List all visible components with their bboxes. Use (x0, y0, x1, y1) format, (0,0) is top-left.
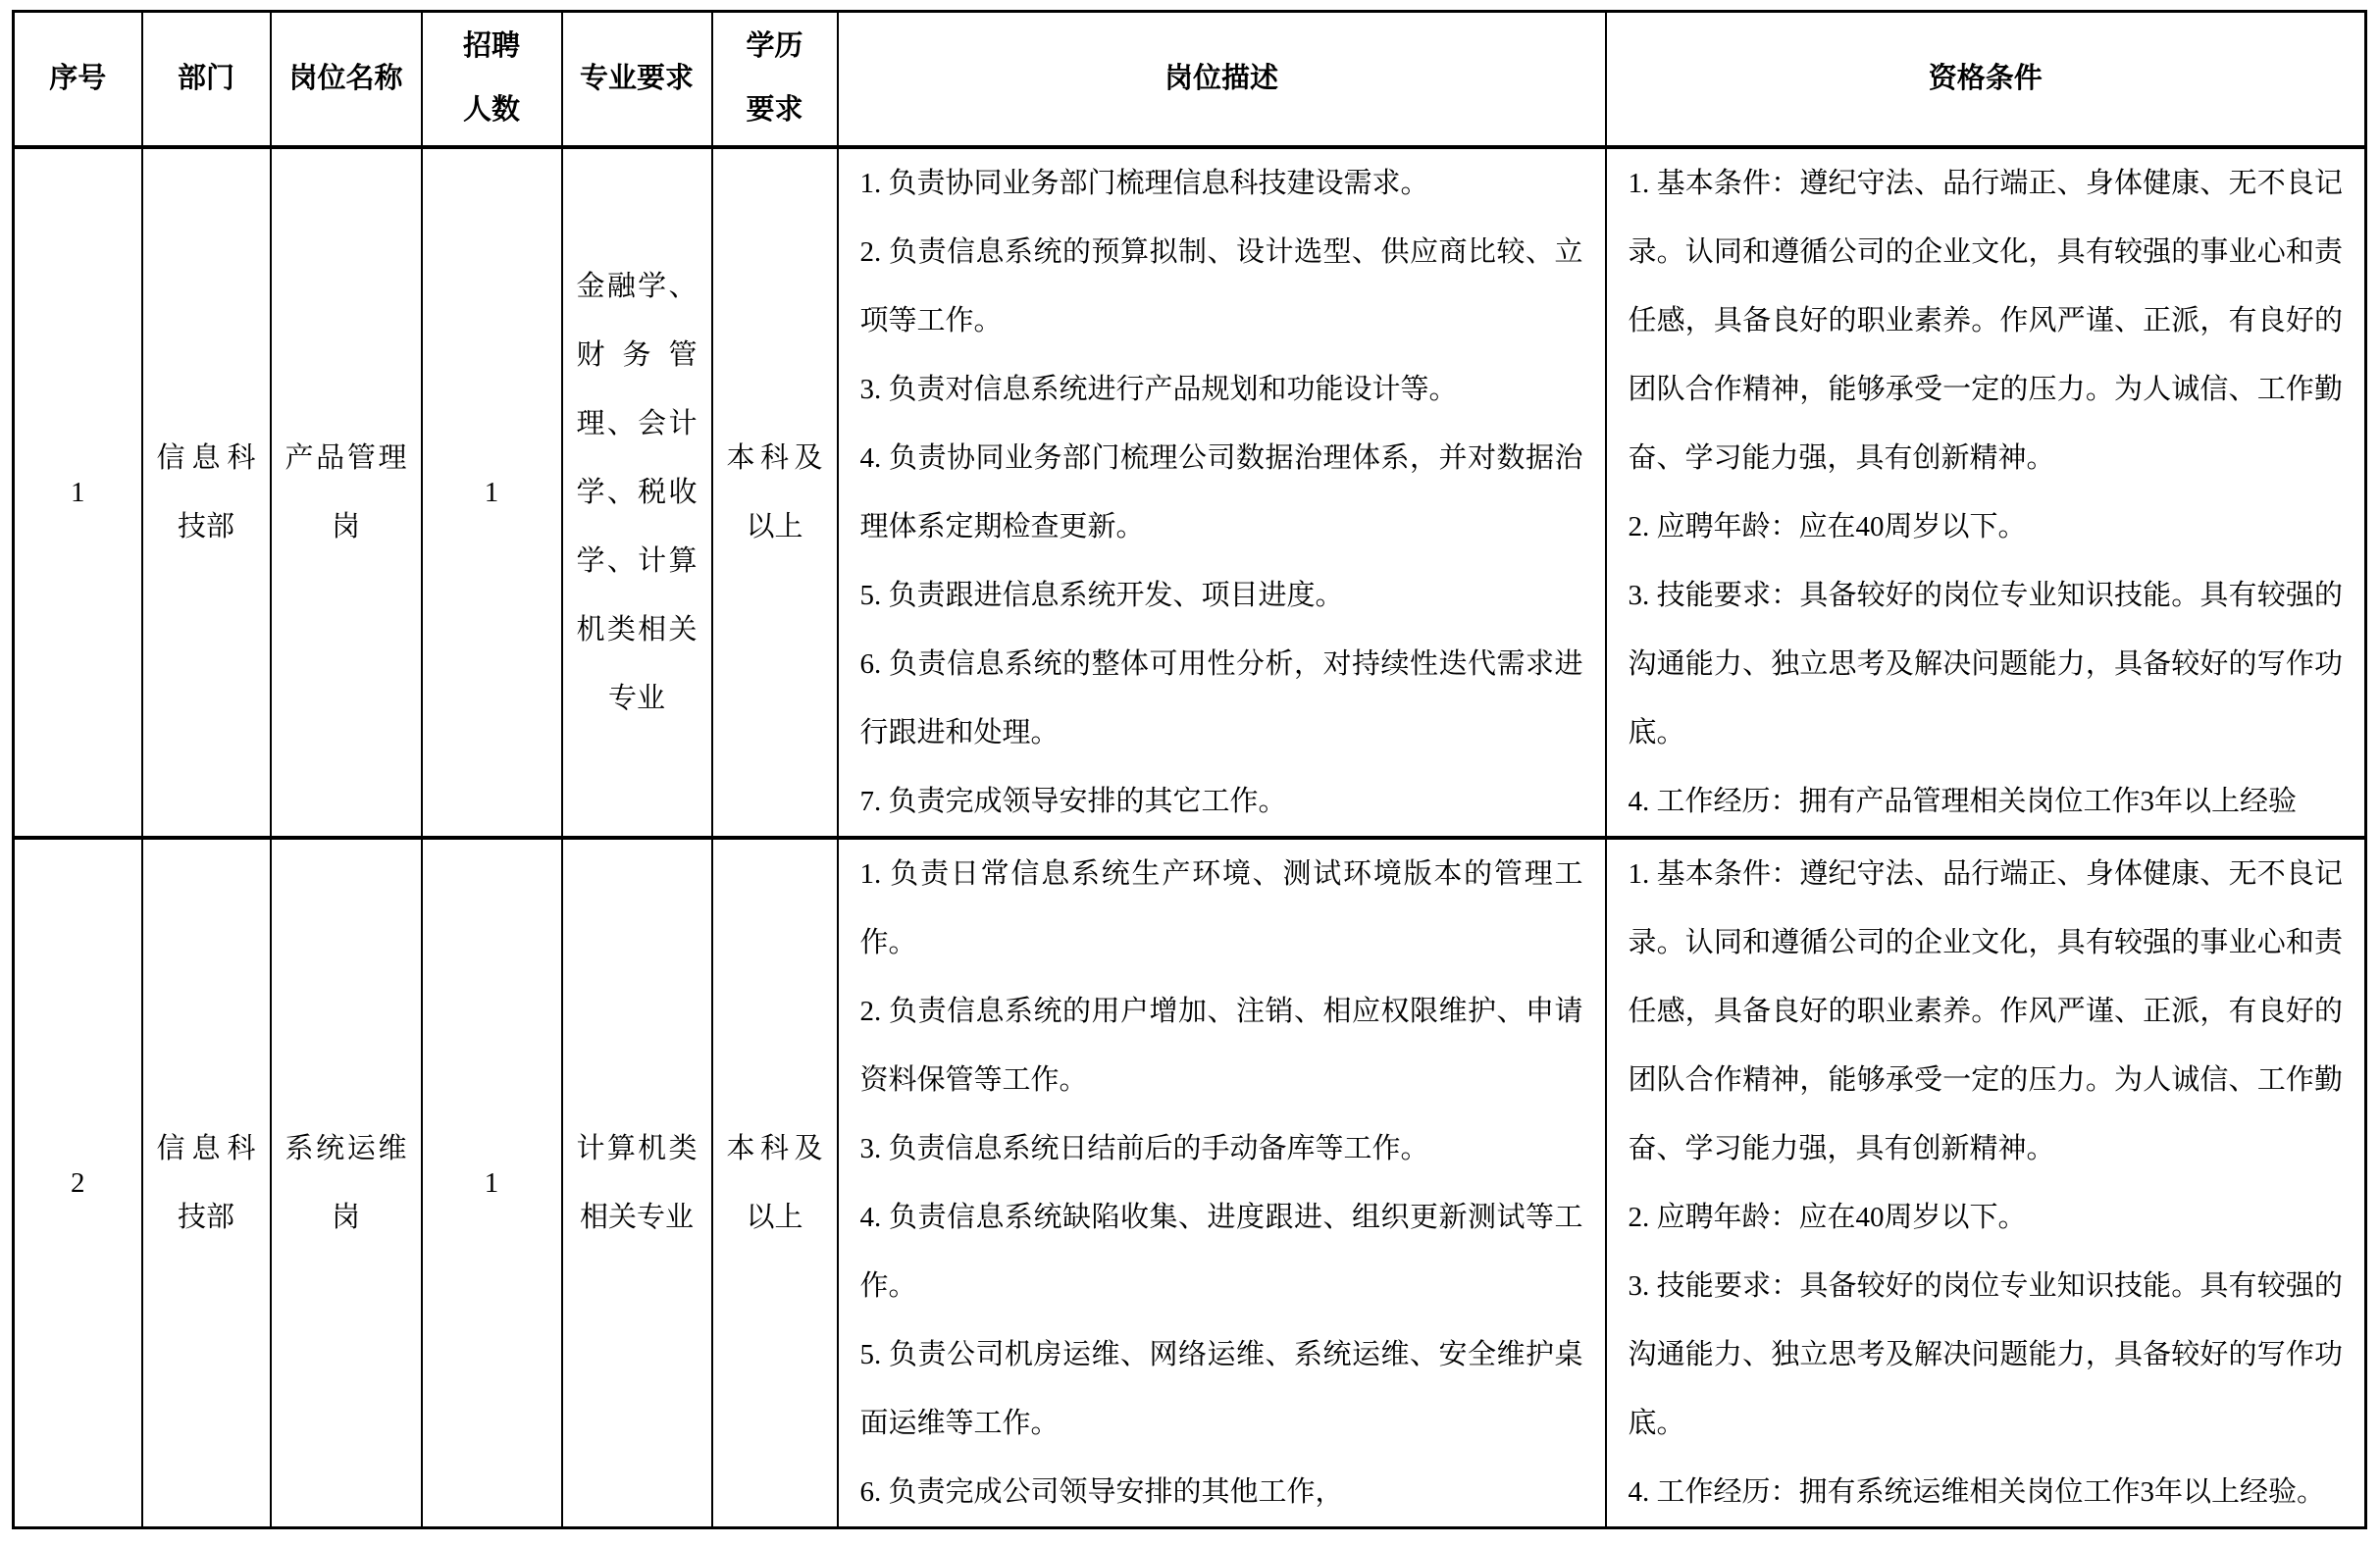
list-item: 3. 技能要求：具备较好的岗位专业知识技能。具有较强的沟通能力、独立思考及解决问题能力，具备较好的写作功底。 (1628, 1269, 2343, 1439)
cell-position (271, 147, 422, 838)
header-duties-label: 岗位描述 (1164, 62, 1278, 94)
header-headcount (422, 12, 562, 147)
cell-department (142, 838, 271, 1528)
cell-seq (14, 147, 142, 838)
header-qualifications (1606, 12, 2366, 147)
list-item: 5. 负责公司机房运维、网络运维、系统运维、安全维护桌面运维等工作。 (859, 1338, 1583, 1439)
cell-department (142, 147, 271, 838)
major-value: 计算机类相关专业 (576, 1132, 698, 1233)
header-row (14, 12, 2366, 147)
header-major (562, 12, 712, 147)
cell-education (712, 838, 838, 1528)
cell-education (712, 147, 838, 838)
cell-major (562, 838, 712, 1528)
list-item: 6. 负责完成公司领导安排的其他工作， (859, 1475, 1344, 1508)
education-value: 本科及以上 (726, 1132, 823, 1233)
cell-position (271, 838, 422, 1528)
department-value: 信息科技部 (156, 1132, 256, 1233)
cell-major (562, 147, 712, 838)
position-value: 系统运维岗 (285, 1132, 407, 1233)
list-item: 2. 应聘年龄：应在40周岁以下。 (1628, 1201, 2027, 1233)
seq-value: 2 (71, 1166, 85, 1199)
header-department-label: 部门 (177, 62, 234, 94)
header-department (142, 12, 271, 147)
list-item: 4. 负责协同业务部门梳理公司数据治理体系，并对数据治理体系定期检查更新。 (859, 441, 1583, 542)
headcount-value: 1 (484, 1166, 499, 1199)
cell-headcount (422, 838, 562, 1528)
cell-seq (14, 838, 142, 1528)
table-row-1 (14, 147, 2366, 838)
position-value: 产品管理岗 (285, 441, 407, 542)
list-item: 3. 负责信息系统日结前后的手动备库等工作。 (859, 1132, 1429, 1164)
recruitment-table (12, 10, 2367, 1529)
header-seq (14, 12, 142, 147)
cell-headcount (422, 147, 562, 838)
header-position-label: 岗位名称 (288, 62, 403, 94)
list-item: 4. 工作经历：拥有系统运维相关岗位工作3年以上经验。 (1628, 1475, 2326, 1508)
cell-qualifications (1606, 147, 2366, 838)
list-item: 1. 负责日常信息系统生产环境、测试环境版本的管理工作。 (859, 857, 1583, 958)
major-value: 金融学、财务管理、会计学、税收学、计算机类相关专业 (576, 270, 698, 714)
cell-qualifications (1606, 838, 2366, 1528)
header-position (271, 12, 422, 147)
list-item: 1. 负责协同业务部门梳理信息科技建设需求。 (859, 167, 1429, 199)
list-item: 1. 基本条件：遵纪守法、品行端正、身体健康、无不良记录。认同和遵循公司的企业文化，具有较强的事业心和责任感，具备良好的职业素养。作风严谨、正派，有良好的团队合作精神，能够承受一定的压力。为人诚信、工作勤奋、学习能力强，具有创新精神。 (1628, 167, 2343, 474)
seq-value: 1 (71, 476, 85, 508)
list-item: 2. 负责信息系统的用户增加、注销、相应权限维护、申请资料保管等工作。 (859, 995, 1583, 1096)
cell-duties (838, 838, 1606, 1528)
list-item: 4. 负责信息系统缺陷收集、进度跟进、组织更新测试等工作。 (859, 1201, 1583, 1302)
table-row-2 (14, 838, 2366, 1528)
list-item: 6. 负责信息系统的整体可用性分析，对持续性迭代需求进行跟进和处理。 (859, 647, 1583, 748)
list-item: 1. 基本条件：遵纪守法、品行端正、身体健康、无不良记录。认同和遵循公司的企业文化，具有较强的事业心和责任感，具备良好的职业素养。作风严谨、正派，有良好的团队合作精神，能够承受一定的压力。为人诚信、工作勤奋、学习能力强，具有创新精神。 (1628, 857, 2343, 1164)
header-education-label: 学历要求 (746, 30, 803, 127)
cell-duties (838, 147, 1606, 838)
list-item: 3. 技能要求：具备较好的岗位专业知识技能。具有较强的沟通能力、独立思考及解决问题能力，具备较好的写作功底。 (1628, 579, 2343, 748)
list-item: 2. 负责信息系统的预算拟制、设计选型、供应商比较、立项等工作。 (859, 235, 1583, 336)
list-item: 5. 负责跟进信息系统开发、项目进度。 (859, 579, 1344, 611)
list-item: 4. 工作经历：拥有产品管理相关岗位工作3年以上经验 (1628, 785, 2298, 817)
list-item: 3. 负责对信息系统进行产品规划和功能设计等。 (859, 373, 1458, 405)
header-major-label: 专业要求 (579, 62, 694, 94)
department-value: 信息科技部 (156, 441, 256, 542)
header-duties (838, 12, 1606, 147)
header-headcount-label: 招聘人数 (462, 30, 520, 127)
header-seq-label: 序号 (49, 62, 107, 94)
header-education (712, 12, 838, 147)
list-item: 7. 负责完成领导安排的其它工作。 (859, 785, 1287, 817)
headcount-value: 1 (484, 476, 499, 508)
list-item: 2. 应聘年龄：应在40周岁以下。 (1628, 510, 2027, 542)
header-qualifications-label: 资格条件 (1928, 62, 2043, 94)
education-value: 本科及以上 (726, 441, 823, 542)
